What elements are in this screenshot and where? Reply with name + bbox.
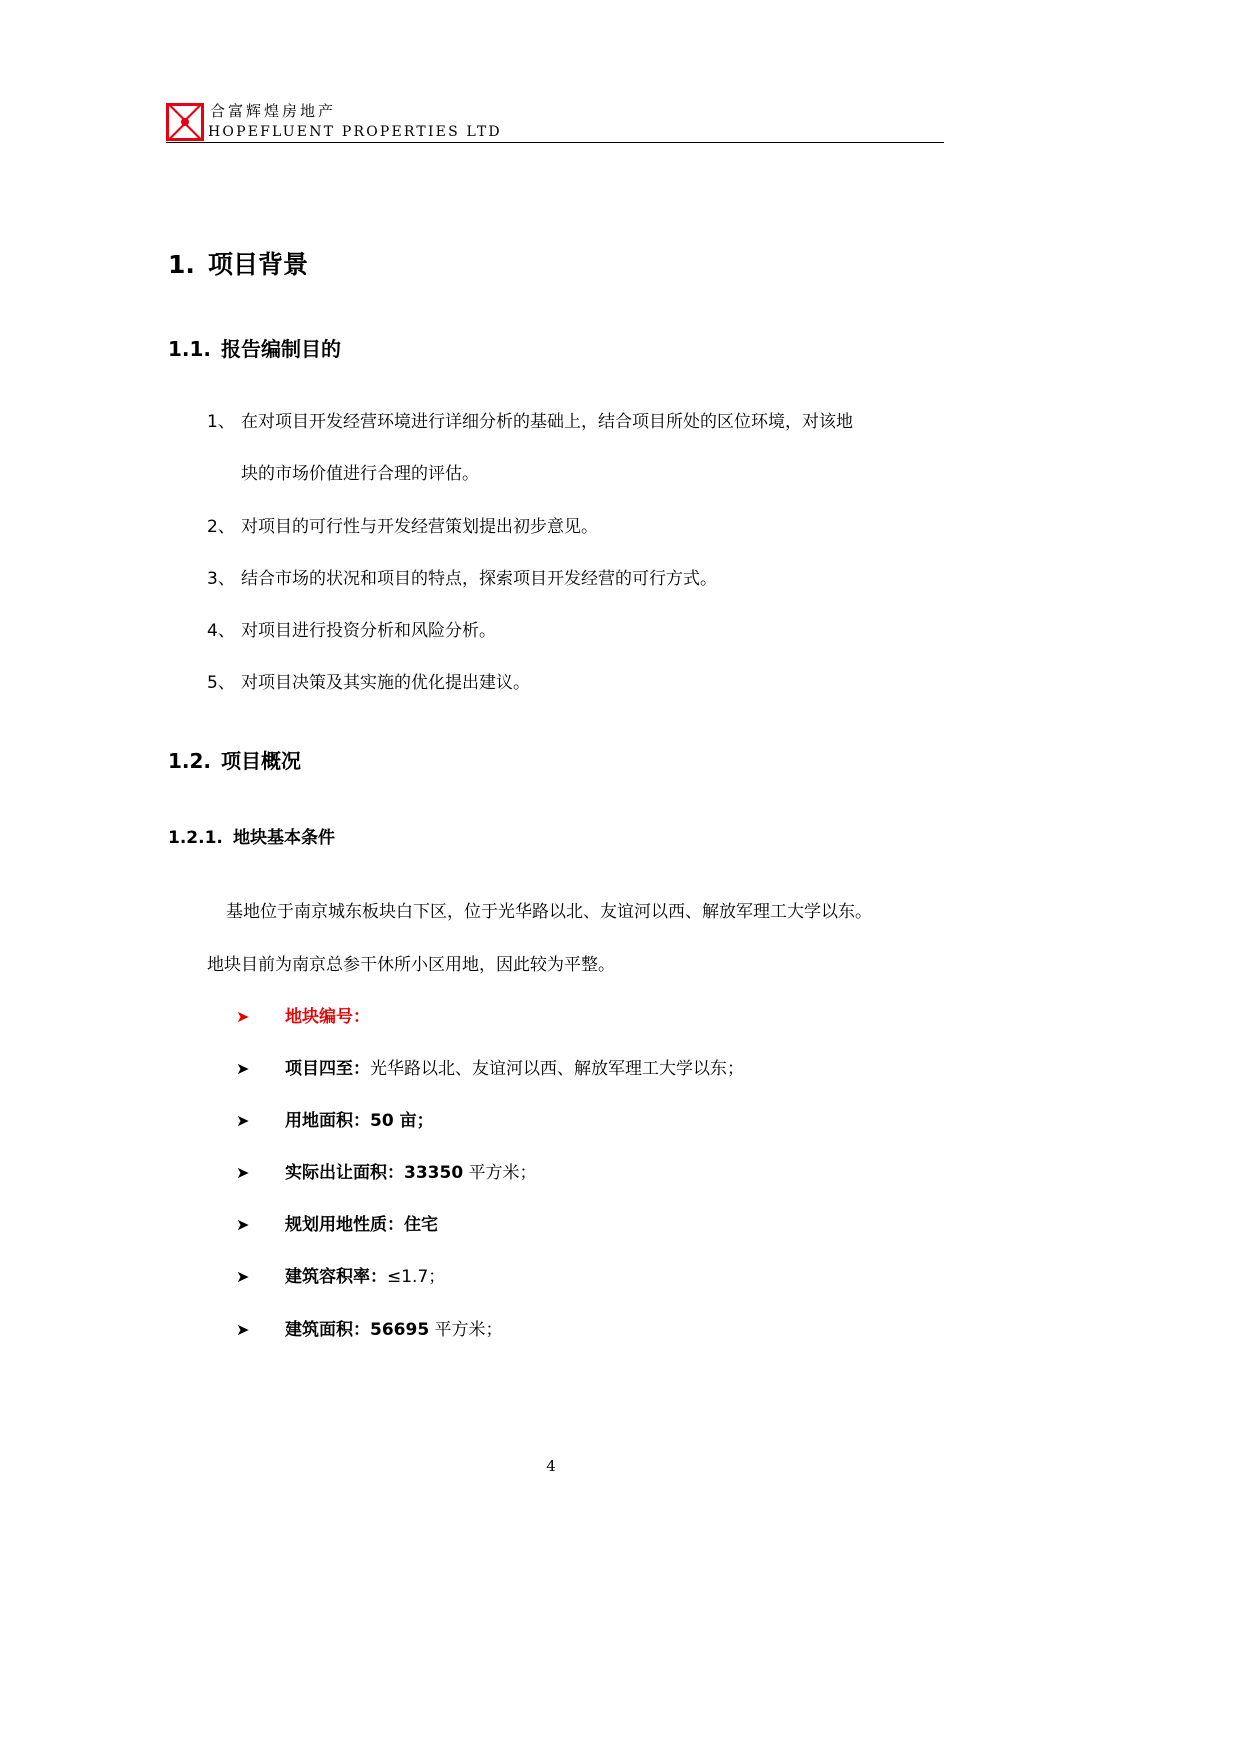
- list-item: [207, 410, 853, 434]
- section-1-title: 项目背景: [208, 250, 309, 279]
- bullet-label: 规划用地性质：住宅: [285, 1215, 438, 1235]
- section-1-2-title: 项目概况: [221, 749, 301, 773]
- bullet-value: 平方米；: [429, 1320, 503, 1340]
- company-name-chinese: 合富辉煌房地产: [210, 102, 337, 120]
- list-item-number: 5、: [207, 673, 235, 693]
- list-item-continuation: 块的市场价值进行合理的评估。: [241, 464, 479, 484]
- arrowhead-bullet-icon: ➤: [236, 1215, 250, 1234]
- page-number: 4: [546, 1457, 556, 1475]
- bullet-label: 实际出让面积：33350: [285, 1163, 464, 1183]
- bullet-label: 建筑容积率：: [285, 1267, 387, 1287]
- bullet-label: 用地面积：50 亩；: [285, 1111, 434, 1131]
- list-item: [207, 567, 717, 591]
- arrowhead-bullet-icon: ➤: [236, 1267, 250, 1286]
- bullet-value: 平方米；: [463, 1163, 537, 1183]
- bullet-label: 建筑面积：56695: [285, 1320, 430, 1340]
- list-item-text: 对项目决策及其实施的优化提出建议。: [241, 673, 530, 693]
- list-item: [207, 671, 530, 695]
- arrowhead-bullet-icon: ➤: [236, 1007, 250, 1026]
- list-item-text: 对项目的可行性与开发经营策划提出初步意见。: [241, 517, 598, 537]
- bullet-item: [236, 1161, 537, 1185]
- list-item-number: 4、: [207, 621, 235, 641]
- section-1-2-1-heading: [168, 823, 335, 848]
- arrowhead-bullet-icon: ➤: [236, 1111, 250, 1130]
- bullet-item: [236, 1213, 438, 1237]
- header-divider: [166, 142, 944, 143]
- list-item-number: 3、: [207, 569, 235, 589]
- arrowhead-bullet-icon: ➤: [236, 1320, 250, 1339]
- section-1-1-heading: [168, 333, 341, 362]
- arrowhead-bullet-icon: ➤: [236, 1059, 250, 1078]
- bullet-item: [236, 1109, 434, 1133]
- list-item-number: 1、: [207, 412, 235, 432]
- bullet-label: 地块编号：: [285, 1007, 370, 1027]
- section-1-1-number: 1.1.: [168, 337, 212, 361]
- arrowhead-bullet-icon: ➤: [236, 1163, 250, 1182]
- bullet-label: 项目四至：: [285, 1059, 370, 1079]
- section-1-2-heading: [168, 745, 301, 774]
- bullet-item: [236, 1265, 445, 1289]
- list-item: [207, 515, 598, 539]
- bullet-item: [236, 1318, 503, 1342]
- section-1-1-title: 报告编制目的: [221, 337, 341, 361]
- section-1-heading: [168, 245, 308, 281]
- list-item: [207, 619, 496, 643]
- section-1-number: 1.: [168, 250, 195, 279]
- company-name-english: HOPEFLUENT PROPERTIES LTD: [208, 124, 502, 140]
- list-item-number: 2、: [207, 517, 235, 537]
- list-item-text: 在对项目开发经营环境进行详细分析的基础上，结合项目所处的区位环境，对该地: [241, 412, 853, 432]
- bullet-value: ≤1.7；: [387, 1267, 446, 1287]
- section-1-2-1-number: 1.2.1.: [168, 828, 223, 848]
- company-logo: [166, 103, 204, 141]
- list-item-text: 对项目进行投资分析和风险分析。: [241, 621, 496, 641]
- bullet-value: 光华路以北、友谊河以西、解放军理工大学以东；: [370, 1059, 744, 1079]
- site-description-line-1: 基地位于南京城东板块白下区，位于光华路以北、友谊河以西、解放军理工大学以东。: [226, 902, 872, 922]
- section-1-2-number: 1.2.: [168, 749, 212, 773]
- bullet-item: [236, 1057, 744, 1081]
- section-1-2-1-title: 地块基本条件: [233, 828, 335, 848]
- site-description-line-2: 地块目前为南京总参干休所小区用地，因此较为平整。: [207, 955, 615, 975]
- list-item-text: 结合市场的状况和项目的特点，探索项目开发经营的可行方式。: [241, 569, 717, 589]
- bullet-item: [236, 1005, 370, 1029]
